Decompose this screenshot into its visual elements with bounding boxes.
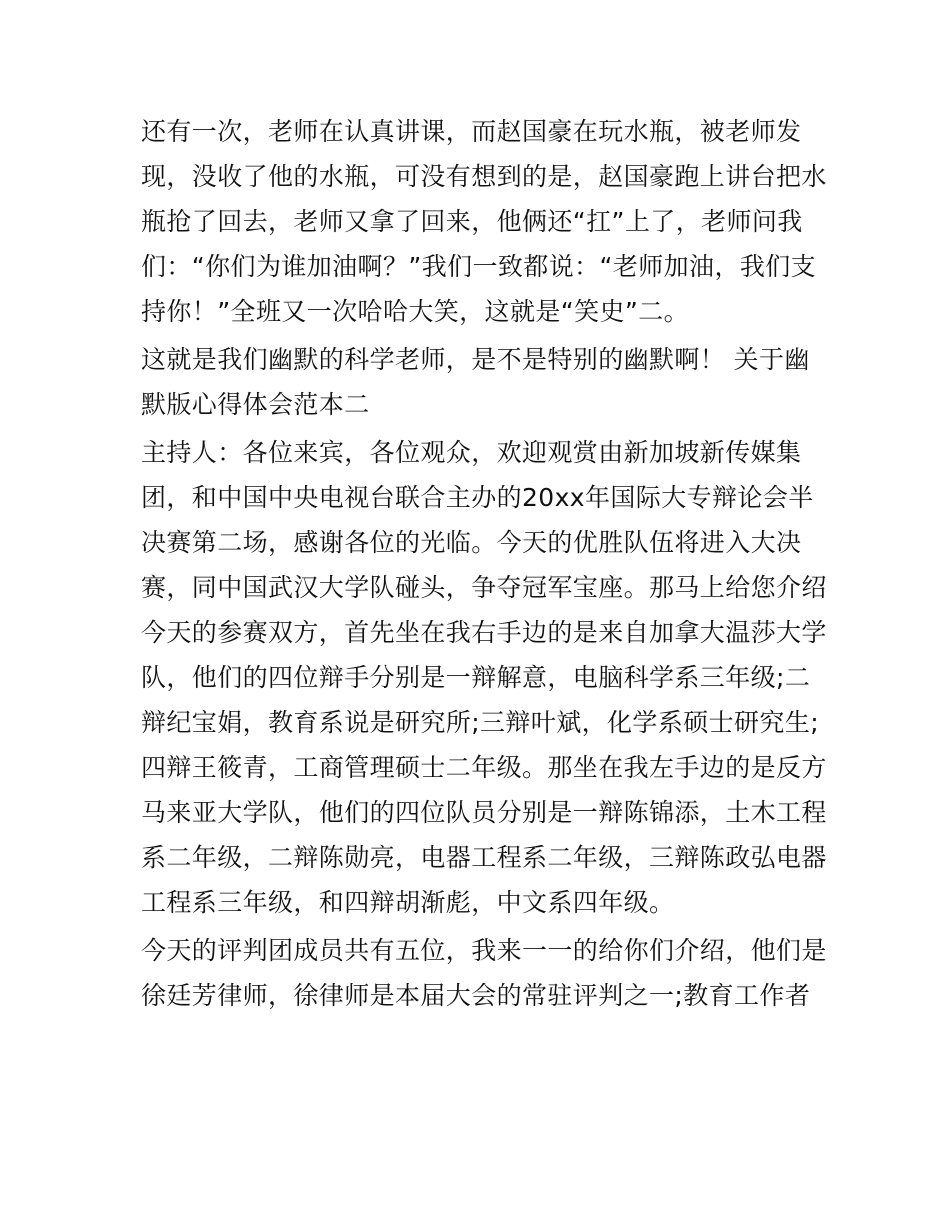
text-line: 徐廷芳律师，徐律师是本届大会的常驻评判之一;教育工作者 [141, 981, 811, 1010]
text-line: 决赛第二场，感谢各位的光临。今天的优胜队伍将进入大决 [141, 528, 802, 557]
paragraph-1 [141, 109, 827, 334]
text-line: 辩纪宝娟，教育系说是研究所;三辩叶斌，化学系硕士研究生; [141, 708, 820, 737]
text-line: 马来亚大学队，他们的四位队员分别是一辩陈锦添，土木工程 [141, 798, 827, 827]
text-line: 今天的评判团成员共有五位，我来一一的给你们介绍，他们是 [141, 936, 827, 965]
text-line: 们：“你们为谁加油啊？”我们一致都说：“老师加油，我们支 [141, 252, 817, 281]
text-line: 四辩王筱青，工商管理硕士二年级。那坐在我左手边的是反方 [141, 753, 827, 782]
text-line: 持你！”全班又一次哈哈大笑，这就是“笑史”二。 [141, 297, 690, 326]
text-line: 现，没收了他的水瓶，可没有想到的是，赵国豪跑上讲台把水 [141, 162, 827, 191]
text-line: 队，他们的四位辩手分别是一辩解意，电脑科学系三年级;二 [141, 663, 811, 692]
text-line: 瓶抢了回去，老师又拿了回来，他俩还“扛”上了，老师问我 [141, 207, 803, 236]
text-line: 这就是我们幽默的科学老师，是不是特别的幽默啊！ 关于幽 [141, 345, 810, 374]
text-line: 工程系三年级，和四辩胡渐彪，中文系四年级。 [141, 888, 675, 917]
text-line: 赛，同中国武汉大学队碰头，争夺冠军宝座。那马上给您介绍 [141, 573, 827, 602]
paragraph-3 [141, 430, 827, 925]
text-line: 主持人：各位来宾，各位观众，欢迎观赏由新加坡新传媒集 [141, 438, 802, 467]
text-line: 今天的参赛双方，首先坐在我右手边的是来自加拿大温莎大学 [141, 618, 827, 647]
paragraph-2 [141, 337, 813, 427]
text-line: 团，和中国中央电视台联合主办的20xx年国际大专辩论会半 [141, 483, 814, 512]
document-page [141, 109, 827, 1018]
text-line: 默版心得体会范本二 [141, 390, 370, 419]
paragraph-4 [141, 928, 827, 1018]
text-line: 还有一次，老师在认真讲课，而赵国豪在玩水瓶，被老师发 [141, 117, 802, 146]
text-line: 系二年级，二辩陈勋亮，电器工程系二年级，三辩陈政弘电器 [141, 843, 827, 872]
